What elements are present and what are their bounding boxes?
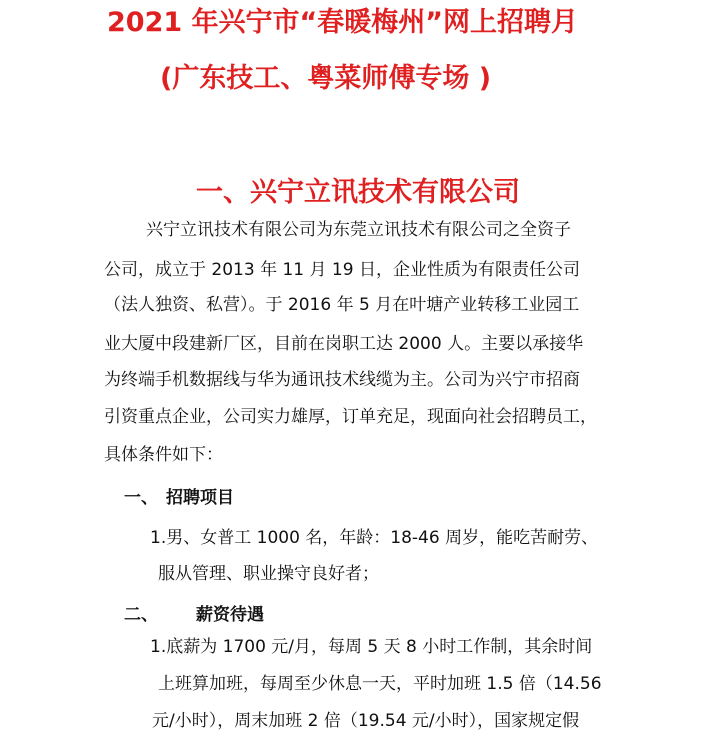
document-subtitle: (广东技工、粤菜师傅专场 ) (160, 63, 492, 94)
recruit-section-number: 一、 (124, 488, 158, 508)
intro-paragraph-line: 为终端手机数据线与华为通讯技术线缆为主。公司为兴宁市招商 (104, 370, 580, 390)
intro-paragraph-line: 业大厦中段建新厂区，目前在岗职工达 2000 人。主要以承接华 (104, 334, 584, 354)
intro-paragraph-line: 兴宁立讯技术有限公司为东莞立讯技术有限公司之全资子 (146, 220, 571, 240)
intro-paragraph-line: 具体条件如下： (104, 445, 223, 465)
salary-section-number: 二、 (124, 605, 158, 625)
recruit-item-line: 服从管理、职业操守良好者； (158, 564, 379, 584)
salary-item-line: 上班算加班，每周至少休息一天，平时加班 1.5 倍（14.56 (158, 674, 602, 694)
salary-section-heading (124, 600, 264, 625)
recruit-section-label: 招聘项目 (166, 488, 234, 508)
company-heading: 一、兴宁立讯技术有限公司 (196, 177, 520, 208)
recruit-section-heading (124, 483, 234, 508)
salary-item-line: 1.底薪为 1700 元/月，每周 5 天 8 小时工作制，其余时间 (150, 637, 593, 657)
document-title: 2021 年兴宁市“春暖梅州”网上招聘月 (107, 7, 579, 38)
intro-paragraph-line: 公司，成立于 2013 年 11 月 19 日，企业性质为有限责任公司 (104, 260, 580, 280)
salary-section-label: 薪资待遇 (196, 605, 264, 625)
intro-paragraph-line: 引资重点企业，公司实力雄厚，订单充足，现面向社会招聘员工， (104, 407, 597, 427)
salary-item-line: 元/小时），周末加班 2 倍（19.54 元/小时），国家规定假 (152, 711, 580, 731)
intro-paragraph-line: （法人独资、私营）。于 2016 年 5 月在叶塘产业转移工业园工 (104, 295, 580, 315)
recruit-item-line: 1.男、女普工 1000 名，年龄：18-46 周岁，能吃苦耐劳、 (150, 528, 599, 548)
